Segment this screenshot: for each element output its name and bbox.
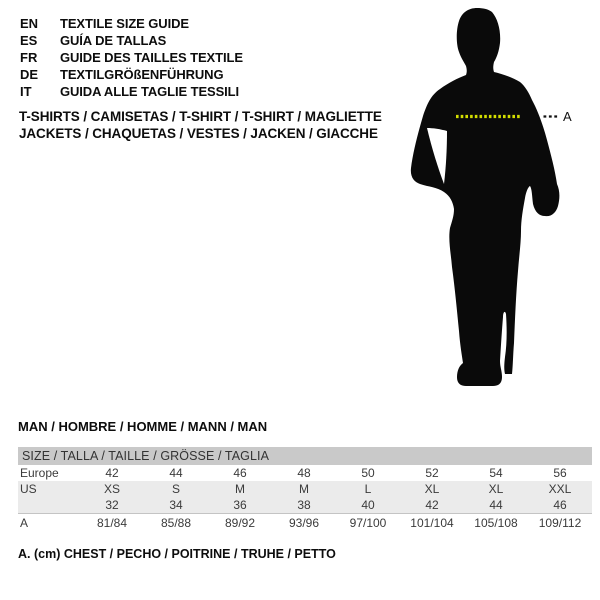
row-label: US — [20, 482, 37, 496]
size-cell: 42 — [425, 498, 439, 512]
category-line-jackets: JACKETS / CHAQUETAS / VESTES / JACKEN / GIACCHE — [19, 125, 378, 141]
table-row-us — [18, 481, 592, 497]
language-title: GUIDA ALLE TAGLIE TESSILI — [60, 84, 240, 99]
size-cell: 89/92 — [224, 516, 256, 530]
size-cell: 40 — [361, 498, 375, 512]
language-code: FR — [20, 50, 38, 65]
size-cell: 109/112 — [538, 516, 582, 530]
size-cell: XS — [103, 482, 120, 496]
size-cell: 44 — [489, 498, 503, 512]
table-header: SIZE / TALLA / TAILLE / GRÖSSE / TAGLIA — [18, 447, 592, 465]
table-row-chest — [18, 514, 592, 533]
size-cell: 42 — [105, 466, 119, 480]
size-table — [18, 447, 592, 533]
size-cell: XL — [424, 482, 440, 496]
size-cell: 85/88 — [160, 516, 192, 530]
language-code: IT — [20, 84, 32, 99]
size-cell: 93/96 — [288, 516, 320, 530]
size-cell: 48 — [297, 466, 311, 480]
size-cell: 34 — [169, 498, 183, 512]
language-title: TEXTILE SIZE GUIDE — [60, 16, 189, 31]
section-title: MAN / HOMBRE / HOMME / MANN / MAN — [18, 419, 268, 434]
table-row-numeric — [18, 497, 592, 514]
language-code: ES — [20, 33, 38, 48]
size-cell: 46 — [233, 466, 247, 480]
category-line-tshirts: T-SHIRTS / CAMISETAS / T-SHIRT / T-SHIRT / MAGLIETTE — [19, 109, 382, 124]
size-cell: S — [171, 482, 180, 496]
measurement-label-a: A — [563, 109, 572, 124]
size-cell: 54 — [489, 466, 503, 480]
row-label: A — [20, 516, 29, 530]
language-title: TEXTILGRÖßENFÜHRUNG — [60, 67, 224, 82]
language-title: GUIDE DES TAILLES TEXTILE — [60, 50, 243, 65]
size-cell: M — [299, 482, 309, 496]
language-code: DE — [20, 67, 39, 82]
size-cell: 50 — [361, 466, 375, 480]
size-cell: L — [364, 482, 372, 496]
size-cell: 105/108 — [474, 516, 518, 530]
size-cell: 32 — [105, 498, 119, 512]
size-cell: XL — [488, 482, 504, 496]
size-cell: 46 — [553, 498, 567, 512]
size-cell: XXL — [548, 482, 572, 496]
row-label — [18, 497, 80, 513]
language-title: GUÍA DE TALLAS — [60, 33, 167, 48]
size-cell: 101/104 — [410, 516, 454, 530]
size-cell: 97/100 — [349, 516, 387, 530]
size-cell: 52 — [425, 466, 439, 480]
measurement-footnote: A. (cm) CHEST / PECHO / POITRINE / TRUHE / PETTO — [18, 547, 336, 561]
row-label: Europe — [20, 466, 59, 480]
size-cell: 38 — [297, 498, 311, 512]
language-code: EN — [20, 16, 39, 31]
man-silhouette — [411, 8, 560, 386]
size-cell: 56 — [553, 466, 567, 480]
table-row-europe — [18, 465, 592, 481]
size-cell: M — [235, 482, 245, 496]
size-cell: 81/84 — [96, 516, 128, 530]
size-cell: 36 — [233, 498, 247, 512]
size-cell: 44 — [169, 466, 183, 480]
